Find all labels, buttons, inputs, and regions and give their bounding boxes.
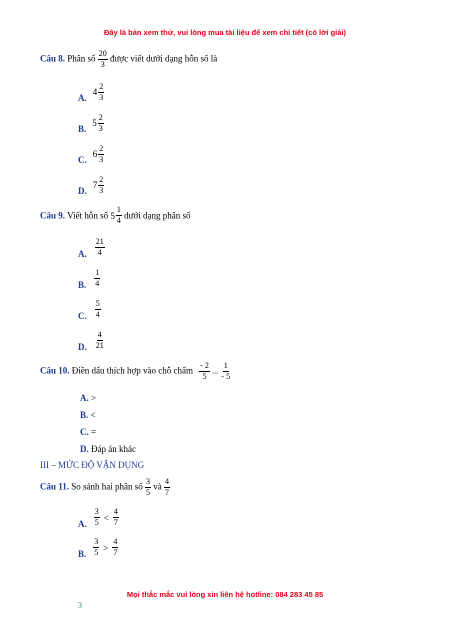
mixed-number <box>93 83 105 102</box>
fraction-denominator: 7 <box>113 548 118 557</box>
q8-option-c[interactable] <box>78 144 104 164</box>
comparison-sign: < <box>103 513 109 524</box>
question-11 <box>40 478 170 497</box>
mixed-whole: 5 <box>92 118 97 128</box>
fraction-denominator: 4 <box>116 216 121 225</box>
mixed-whole: 4 <box>92 87 98 97</box>
fraction-numerator: 4 <box>113 537 118 546</box>
fraction-denominator: 7 <box>113 518 118 527</box>
q10-option-c[interactable] <box>80 427 96 437</box>
q9-option-d[interactable] <box>78 330 105 353</box>
question-8-text-after: được viết dưới dạng hỗn số là <box>110 53 218 64</box>
fraction-numerator: - 2 <box>200 361 209 370</box>
fraction-numerator: 2 <box>99 81 104 91</box>
option-letter: B. <box>80 410 89 420</box>
mixed-whole: 7 <box>92 180 98 190</box>
option-letter: B. <box>78 280 87 291</box>
fraction-numerator: 3 <box>94 537 99 546</box>
question-9-text-after: dưới dạng phân số <box>124 210 191 221</box>
fraction-denominator: 5 <box>94 518 99 527</box>
fraction-denominator: 3 <box>98 123 103 133</box>
question-11-label: Câu 11. <box>40 481 70 492</box>
question-10-text: Điền dấu thích hợp vào chỗ chấm <box>71 365 193 376</box>
question-9-text-before: Viết hỗn số <box>67 210 109 221</box>
fraction-denominator: - 5 <box>221 372 231 381</box>
preview-banner: Đây là bản xem thử, vui lòng mua tài liệu để xem chi tiết (có lời giải) <box>103 28 347 37</box>
q10-option-d[interactable] <box>80 444 136 454</box>
mixed-whole: 5 <box>110 210 115 221</box>
blank-dots: ... <box>212 366 219 376</box>
question-10 <box>40 362 231 381</box>
page-number: 3 <box>78 601 82 610</box>
fraction-denominator: 4 <box>97 248 102 257</box>
option-letter: C. <box>78 155 87 165</box>
mixed-number <box>93 176 105 195</box>
mixed-number <box>93 145 105 164</box>
q8-option-b[interactable] <box>78 113 104 133</box>
q9-option-a[interactable] <box>78 237 105 260</box>
q11-option-a[interactable] <box>78 507 119 530</box>
mixed-whole: 6 <box>92 149 98 159</box>
fraction-numerator: 20 <box>98 49 107 58</box>
question-11-text-before: So sánh hai phân số <box>71 481 143 492</box>
fraction-denominator: 3 <box>99 154 104 164</box>
option-letter: C. <box>78 311 87 322</box>
fraction-denominator: 3 <box>100 60 105 69</box>
option-letter: B. <box>78 549 87 560</box>
fraction-denominator: 4 <box>95 310 100 319</box>
q8-option-a[interactable] <box>78 82 104 102</box>
q10-option-a[interactable] <box>80 393 96 403</box>
fraction-numerator: 2 <box>99 174 104 184</box>
option-letter: C. <box>80 427 89 437</box>
option-text: < <box>90 410 96 420</box>
question-9-label: Câu 9. <box>40 210 66 221</box>
comparison-sign: > <box>103 543 109 554</box>
q8-option-d[interactable] <box>78 175 104 195</box>
fraction-denominator: 5 <box>202 372 207 381</box>
option-letter: D. <box>78 186 87 196</box>
fraction-numerator: 5 <box>95 299 100 308</box>
question-10-label: Câu 10. <box>40 365 70 376</box>
fraction-numerator: 21 <box>95 237 104 246</box>
mixed-number <box>110 206 122 225</box>
fraction-numerator: 2 <box>99 143 104 153</box>
fraction-numerator: 4 <box>165 477 170 486</box>
option-letter: D. <box>78 342 87 353</box>
fraction-denominator: 4 <box>95 279 100 288</box>
option-text: > <box>91 393 97 403</box>
option-letter: A. <box>78 519 87 530</box>
option-letter: B. <box>78 124 87 134</box>
option-text: = <box>91 427 97 437</box>
question-9 <box>40 206 190 225</box>
fraction-numerator: 3 <box>146 477 151 486</box>
fraction-numerator: 3 <box>94 507 99 516</box>
fraction-denominator: 3 <box>99 185 104 195</box>
fraction-numerator: 1 <box>223 361 228 370</box>
fraction-numerator: 2 <box>98 112 103 122</box>
option-letter: A. <box>78 93 87 103</box>
fraction-numerator: 4 <box>113 507 118 516</box>
fraction-denominator: 3 <box>99 92 104 102</box>
question-8-label: Câu 8. <box>40 53 66 64</box>
section-title: III – MỨC ĐỘ VẬN DỤNG <box>40 460 145 470</box>
question-8 <box>40 50 217 69</box>
fraction-numerator: 1 <box>95 268 100 277</box>
q9-option-c[interactable] <box>78 299 101 322</box>
mixed-number <box>92 114 104 133</box>
fraction-numerator: 4 <box>97 330 102 339</box>
fraction-numerator: 1 <box>116 205 121 214</box>
fraction-denominator: 5 <box>94 548 99 557</box>
q10-option-b[interactable] <box>80 410 96 420</box>
option-letter: A. <box>78 249 87 260</box>
q9-option-b[interactable] <box>78 268 100 291</box>
fraction-denominator: 21 <box>95 341 104 350</box>
q11-option-b[interactable] <box>78 537 118 560</box>
fraction-denominator: 5 <box>146 488 151 497</box>
footer-hotline: Mọi thắc mắc vui lòng xin liên hệ hotline: 084 283 45 85 <box>126 590 324 599</box>
option-letter: D. <box>80 444 89 454</box>
option-text: Đáp án khác <box>91 444 136 454</box>
question-8-fraction <box>98 50 108 69</box>
question-8-text-before: Phân số <box>67 53 96 64</box>
question-11-text-mid: và <box>153 481 162 492</box>
fraction-denominator: 7 <box>165 488 170 497</box>
option-letter: A. <box>80 393 89 403</box>
